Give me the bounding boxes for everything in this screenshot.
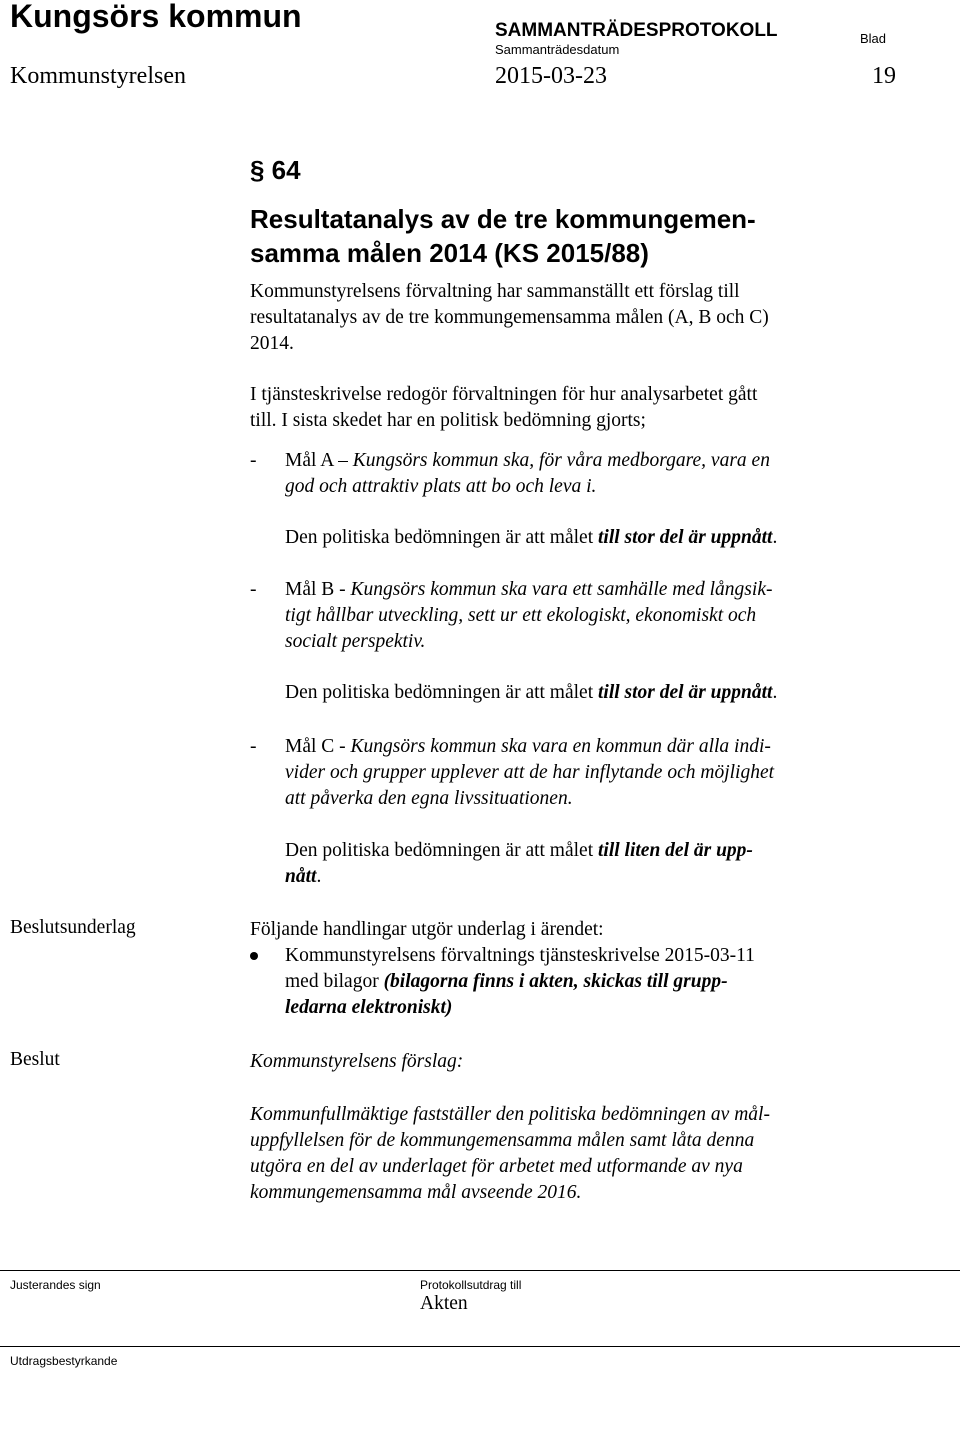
bullet-dot-icon (250, 952, 258, 960)
goal-c-text: att påverka den egna livssituationen. (285, 788, 573, 809)
goal-a-result: till stor del är uppnått (598, 527, 773, 548)
text-line (285, 969, 855, 995)
text-line: Kommunstyrelsens förvaltning har sammanställt ett förslag till (250, 281, 740, 302)
decision-basis-item (285, 943, 855, 1021)
goal-b-assessment (285, 680, 845, 706)
text-line: uppfyllelsen för de kommungemensamma målen samt låta denna (250, 1130, 755, 1151)
extract-to-label: Protokollsutdrag till (420, 1278, 522, 1292)
municipality-name: Kungsörs kommun (10, 0, 302, 34)
goal-c-assessment-line (285, 838, 845, 864)
footer-divider (0, 1346, 960, 1347)
goal-c (285, 734, 845, 812)
goal-c-text: Kungsörs kommun ska vara en kommun där alla indi- (350, 736, 771, 757)
text-line: till. I sista skedet har en politisk bedömning gjorts; (250, 410, 646, 431)
extract-to-value: Akten (420, 1293, 468, 1314)
goal-a-label: Mål A (285, 450, 334, 471)
goal-c-assessment (285, 838, 845, 890)
attachments-note: ledarna elektroniskt) (285, 997, 453, 1018)
period: . (316, 866, 322, 887)
goal-b-text: Kungsörs kommun ska vara ett samhälle med långsik- (350, 579, 773, 600)
text-line: 2014. (250, 333, 294, 354)
goal-c-dash: - (250, 736, 257, 757)
assessment-text: Den politiska bedömningen är att målet (285, 527, 598, 548)
adjuster-sign-label: Justerandes sign (10, 1278, 101, 1292)
paragraph-number: § 64 (250, 155, 301, 185)
text-line: Kommunfullmäktige fastställer den politiska bedömningen av mål- (250, 1104, 770, 1125)
attachments-note: (bilagorna finns i akten, skickas till grupp- (383, 971, 728, 992)
body-name: Kommunstyrelsen (10, 63, 186, 89)
protocol-title: SAMMANTRÄDESPROTOKOLL (495, 20, 778, 41)
section-title-line: samma målen 2014 (KS 2015/88) (250, 238, 649, 268)
text-line: utgöra en del av underlaget för arbetet med utformande av nya (250, 1156, 743, 1177)
goal-a-dash: - (250, 450, 257, 471)
section-title-line: Resultatanalys av de tre kommungemen- (250, 204, 756, 234)
text-line: Kommunstyrelsens förvaltnings tjänsteskrivelse 2015-03-11 (285, 945, 755, 966)
assessment-text: Den politiska bedömningen är att målet (285, 682, 598, 703)
decision-basis-intro: Följande handlingar utgör underlag i ärendet: (250, 919, 604, 940)
period: . (772, 682, 778, 703)
meeting-date-label: Sammanträdesdatum (495, 42, 620, 57)
goal-b-result: till stor del är uppnått (598, 682, 773, 703)
goal-a-assessment (285, 525, 845, 551)
page-number: 19 (872, 63, 896, 89)
period: . (772, 527, 778, 548)
goal-a-em-dash: – (338, 450, 348, 471)
goal-a-text: god och attraktiv plats att bo och leva i. (285, 476, 597, 497)
goal-b-text: tigt hållbar utveckling, sett ur ett ekologiskt, ekonomiskt och (285, 605, 757, 626)
text-line: kommungemensamma mål avseende 2016. (250, 1182, 582, 1203)
extract-certifier-label: Utdragsbestyrkande (10, 1354, 118, 1368)
goal-a (285, 448, 845, 500)
goal-a-line (285, 448, 845, 474)
goal-c-label: Mål C - (285, 736, 351, 757)
goal-b-line (285, 577, 845, 603)
goal-a-text: Kungsörs kommun ska, för våra medborgare, vara en (352, 450, 770, 471)
intro-paragraph (250, 279, 850, 357)
section-title (250, 202, 810, 270)
item-prefix: med bilagor (285, 971, 384, 992)
goal-c-text: vider och grupper upplever att de har inflytande och möjlighet (285, 762, 775, 783)
method-paragraph (250, 382, 850, 434)
assessment-text: Den politiska bedömningen är att målet (285, 840, 598, 861)
decision-basis-label: Beslutsunderlag (10, 917, 136, 938)
goal-c-result: till liten del är upp- (598, 840, 753, 861)
goal-b-text: socialt perspektiv. (285, 631, 426, 652)
goal-c-result: nått (285, 866, 317, 887)
proposal-heading: Kommunstyrelsens förslag: (250, 1051, 464, 1072)
text-line: I tjänsteskrivelse redogör förvaltningen för hur analysarbetet gått (250, 384, 758, 405)
goal-c-assessment-line (285, 864, 845, 890)
goal-b-dash: - (250, 579, 257, 600)
goal-b (285, 577, 845, 655)
footer-divider (0, 1270, 960, 1271)
decision-label: Beslut (10, 1049, 60, 1070)
goal-b-label: Mål B - (285, 579, 351, 600)
meeting-date: 2015-03-23 (495, 63, 607, 89)
goal-c-line (285, 734, 845, 760)
sheet-label: Blad (860, 31, 887, 46)
text-line: resultatanalys av de tre kommungemensamma målen (A, B och C) (250, 307, 769, 328)
proposal-text (250, 1102, 890, 1206)
